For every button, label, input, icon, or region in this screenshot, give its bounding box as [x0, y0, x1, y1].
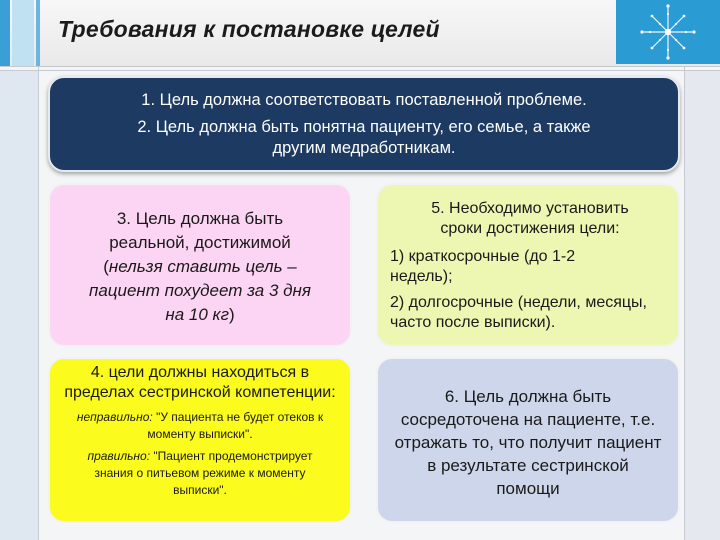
requirement-box-4 [48, 357, 352, 523]
requirement-box-1-2 [48, 76, 680, 172]
req5-item-1: 1) краткосрочные (до 1-2 недель); [390, 248, 576, 285]
divider [0, 70, 720, 71]
req4-right-label: правильно: [87, 449, 151, 463]
divider [38, 66, 39, 540]
decor-stripe [0, 0, 10, 66]
side-panel-right [684, 70, 720, 540]
decor-stripe [12, 0, 34, 66]
decor-stripe [36, 0, 40, 66]
req3-line5 [50, 303, 350, 327]
divider [0, 66, 720, 67]
req3-line1: 3. Цель должна быть [116, 209, 284, 228]
req3-paren-close: ) [228, 305, 235, 324]
req3-example-3: на 10 кг [165, 305, 229, 324]
req4-right-text: "Пациент продемонстрирует знания о питьевом режиме к моменту выписки". [94, 449, 313, 497]
req4-right-example [50, 448, 350, 499]
req6-text: 6. Цель должна быть сосредоточена на пациенте, т.е. отражать то, что получит пациент в результате сестринской помощи [394, 387, 662, 498]
requirement-box-6 [376, 357, 680, 523]
logo-block [616, 0, 720, 64]
requirement-2: 2. Цель должна быть понятна пациенту, его семье, а также другим медработникам. [137, 118, 591, 157]
requirement-box-3 [48, 183, 352, 347]
req3-line3 [50, 255, 350, 279]
req3-example-1: нельзя ставить цель – [108, 257, 297, 276]
req3-line2: реальной, достижимой [109, 233, 291, 252]
req3-paren-open: ( [103, 257, 109, 276]
req4-heading: 4. цели должны находиться в пределах сестринской компетенции: [64, 364, 336, 401]
starburst-logo-icon [616, 0, 720, 64]
req4-wrong-label: неправильно: [76, 410, 153, 424]
req5-heading: 5. Необходимо установить сроки достижения цели: [431, 200, 629, 237]
req4-wrong-text: "У пациента не будет отеков к моменту выписки". [147, 410, 324, 441]
divider [684, 66, 685, 540]
req4-wrong-example [50, 409, 350, 443]
side-panel-left [0, 70, 38, 540]
req5-item-2: 2) долгосрочные (недели, месяцы, часто после выписки). [390, 294, 647, 331]
requirement-box-5 [376, 183, 680, 347]
req3-example-2: пациент похудеет за 3 дня [88, 281, 311, 300]
requirement-1: 1. Цель должна соответствовать поставленной проблеме. [141, 91, 587, 109]
page-title: Требования к постановке целей [58, 16, 440, 42]
